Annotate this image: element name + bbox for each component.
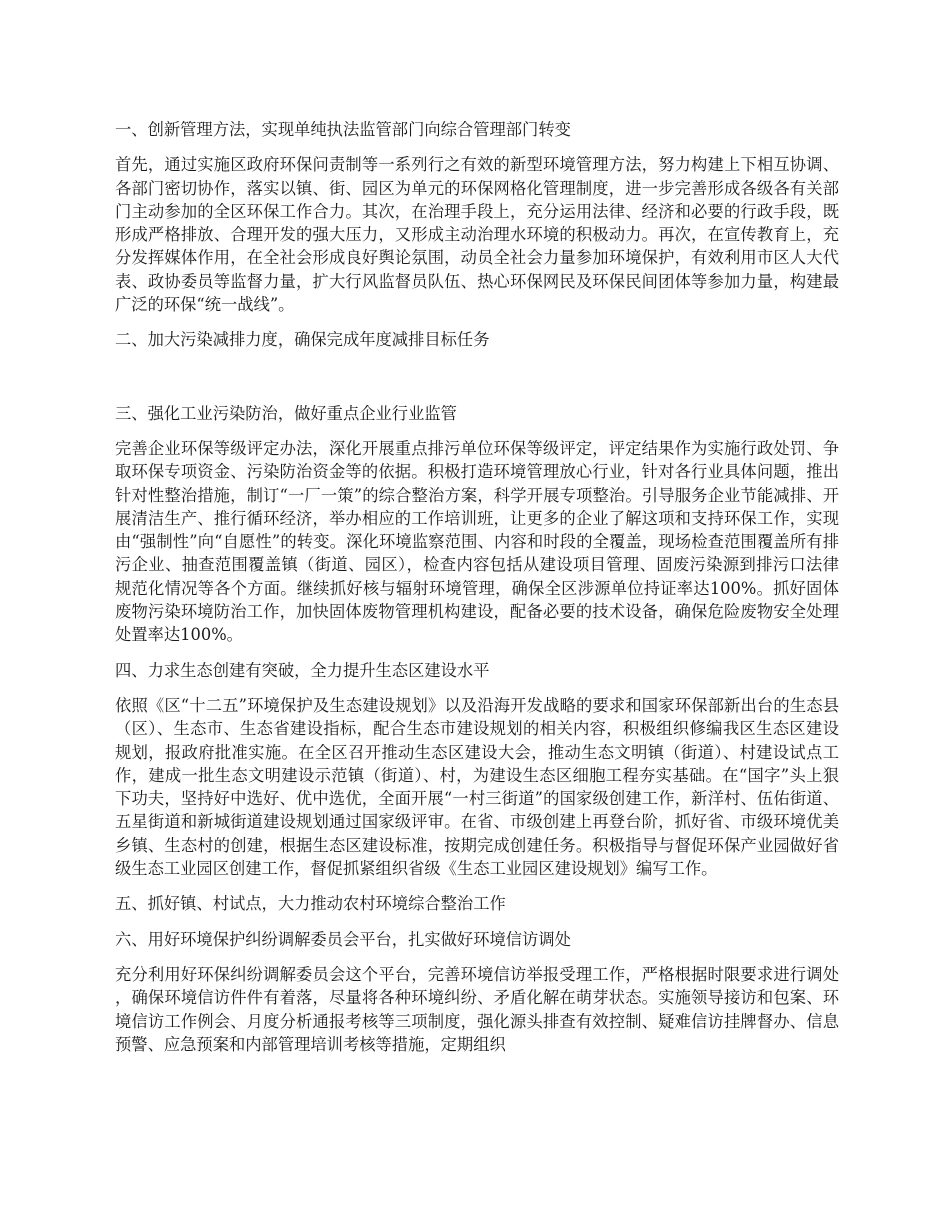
section-3-body: 完善企业环保等级评定办法，深化开展重点排污单位环保等级评定，评定结果作为实施行政处罚、争取环保专项资金、污染防治资金等的依据。积极打造环境管理放心行业，针对各行业具体问题，推出针对性整治措施，制订“一厂一策”的综合整治方案，科学开展专项整治。引导服务企业节能减排、开展清洁生产、推行循环经济，举办相应的工作培训班，让更多的企业了解这项和支持环保工作，实现由“强制性”向“自愿性”的转变。深化环境监察范围、内容和时段的全覆盖，现场检查范围覆盖所有排污企业、抽查范围覆盖镇（街道、园区），检查内容包括从建设项目管理、固废污染源到排污口法律规范化情况等各个方面。继续抓好核与辐射环境管理，确保全区涉源单位持证率达100%。抓好固体废物污染环境防治工作，加快固体废物管理机构建设，配备必要的技术设备，确保危险废物安全处理处置率达100%。: [115, 438, 839, 645]
section-3-heading: 三、强化工业污染防治，做好重点企业行业监管: [115, 403, 457, 423]
section-2-heading: 二、加大污染减排力度，确保完成年度减排目标任务: [115, 330, 490, 350]
document-page: [115, 118, 839, 1068]
section-6-heading: 六、用好环境保护纠纷调解委员会平台，扎实做好环境信访调处: [115, 929, 571, 949]
section-1-heading: 一、创新管理方法，实现单纯执法监管部门向综合管理部门转变: [115, 120, 571, 139]
section-4-heading: 四、力求生态创建有突破，全力提升生态区建设水平: [115, 660, 490, 680]
section-2-empty-space: [115, 364, 839, 402]
section-4-body: 依照《区“十二五”环境保护及生态建设规划》以及沿海开发战略的要求和国家环保部新出台的生态县（区）、生态市、生态省建设指标，配合生态市建设规划的相关内容，积极组织修编我区生态区建设规划，报政府批准实施。在全区召开推动生态区建设大会，推动生态文明镇（街道）、村建设试点工作，建成一批生态文明建设示范镇（街道）、村，为建设生态区细胞工程夯实基础。在“国字”头上狠下功夫，坚持好中选好、优中选优，全面开展“一村三街道”的国家级创建工作，新洋村、伍佑街道、五星街道和新城街道建设规划通过国家级评审。在省、市级创建上再登台阶，抓好省、市级环境优美乡镇、生态村的创建，根据生态区建设标准，按期完成创建任务。积极指导与督促环保产业园做好省级生态工业园区创建工作，督促抓紧组织省级《生态工业园区建设规划》编写工作。: [115, 695, 839, 879]
section-6-body: 充分利用好环保纠纷调解委员会这个平台，完善环境信访举报受理工作，严格根据时限要求进行调处，确保环境信访件件有着落，尽量将各种环境纠纷、矛盾化解在萌芽状态。实施领导接访和包案、环境信访工作例会、月度分析通报考核等三项制度，强化源头排查有效控制、疑难信访挂牌督办、信息预警、应急预案和内部管理培训考核等措施，定期组织: [115, 964, 839, 1054]
section-5-heading: 五、抓好镇、村试点，大力推动农村环境综合整治工作: [115, 894, 506, 914]
section-1-body: 首先，通过实施区政府环保问责制等一系列行之有效的新型环境管理方法，努力构建上下相互协调、各部门密切协作，落实以镇、街、园区为单元的环保网格化管理制度，进一步完善形成各级各有关部门主动参加的全区环保工作合力。其次，在治理手段上，充分运用法律、经济和必要的行政手段，既形成严格排放、合理开发的强大压力，又形成主动治理水环境的积极动力。再次，在宣传教育上，充分发挥媒体作用，在全社会形成良好舆论氛围，动员全社会力量参加环境保护，有效利用市区人大代表、政协委员等监督力量，扩大行风监督员队伍、热心环保网民及环保民间团体等参加力量，构建最广泛的环保“统一战线”。: [115, 155, 839, 315]
